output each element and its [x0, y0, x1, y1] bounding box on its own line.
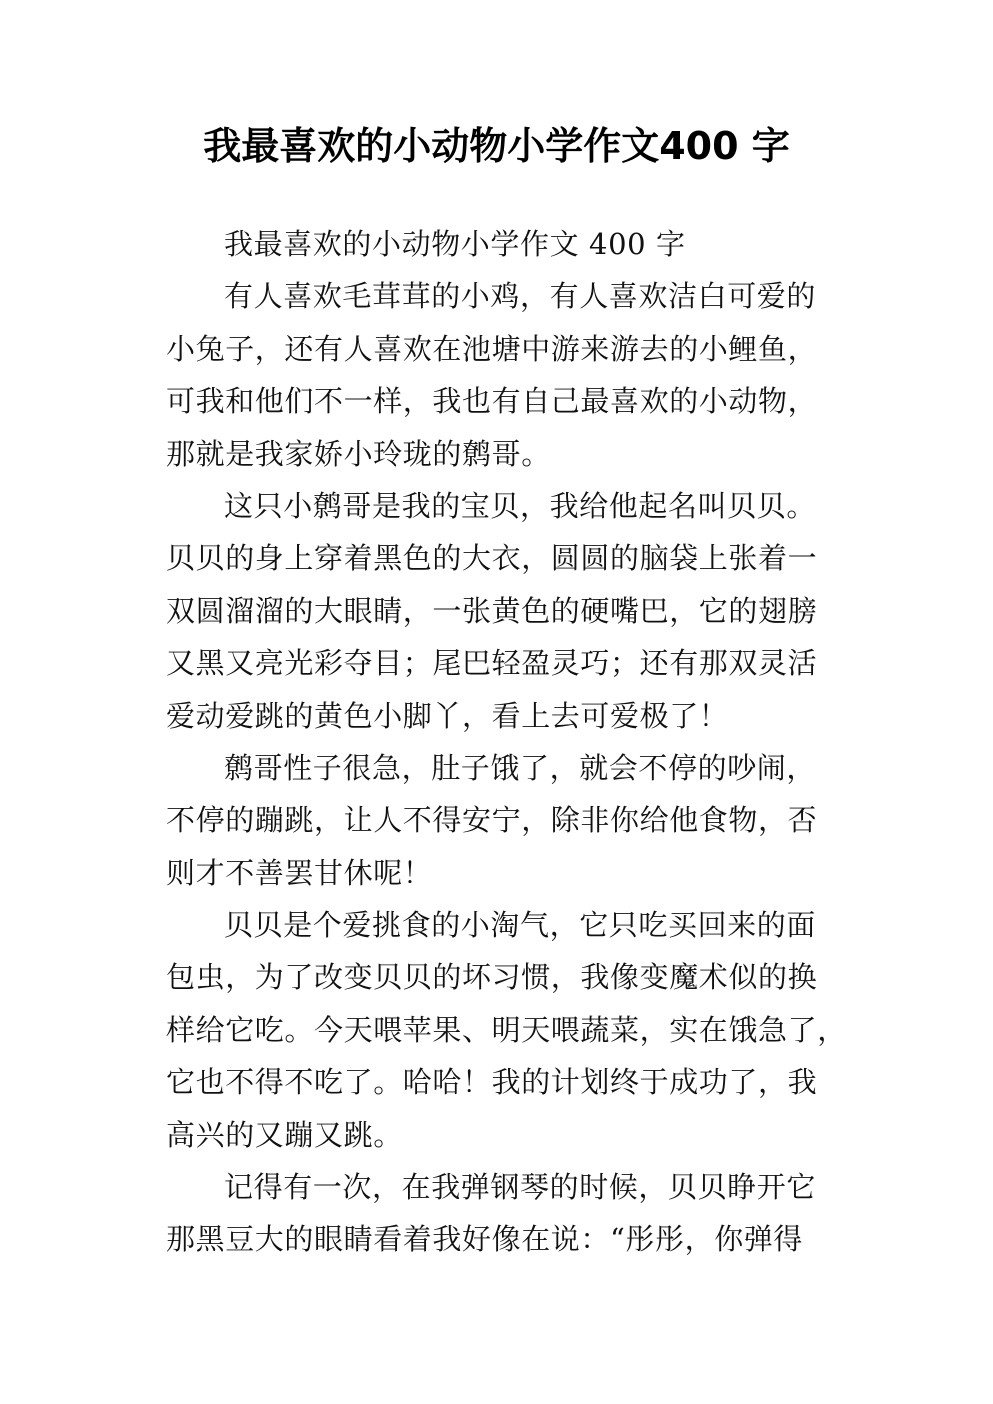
text-line: 又黑又亮光彩夺目；尾巴轻盈灵巧；还有那双灵活 — [166, 646, 818, 681]
text-line: 则才不善罢甘休呢！ — [166, 855, 433, 890]
text-line: 爱动爱跳的黄色小脚丫，看上去可爱极了！ — [166, 698, 729, 733]
text-line: 不停的蹦跳，让人不得安宁，除非你给他食物，否 — [166, 803, 818, 838]
text-line: 贝贝的身上穿着黑色的大衣，圆圆的脑袋上张着一 — [166, 541, 818, 576]
text-line: 有人喜欢毛茸茸的小鸡，有人喜欢洁白可爱的 — [224, 279, 817, 314]
text-line: 小兔子，还有人喜欢在池塘中游来游去的小鲤鱼， — [166, 331, 818, 366]
text-line: 双圆溜溜的大眼睛，一张黄色的硬嘴巴，它的翅膀 — [166, 593, 818, 628]
text-line: 高兴的又蹦又跳。 — [166, 1117, 403, 1152]
text-line: 记得有一次，在我弹钢琴的时候，贝贝睁开它 — [224, 1170, 817, 1205]
text-line: 那黑豆大的眼睛看着我好像在说：“彤彤，你弹得 — [166, 1222, 804, 1257]
text-line: 可我和他们不一样，我也有自己最喜欢的小动物， — [166, 384, 818, 419]
text-line: 这只小鹩哥是我的宝贝，我给他起名叫贝贝。 — [224, 488, 817, 523]
text-line: 包虫，为了改变贝贝的坏习惯，我像变魔术似的换 — [166, 960, 818, 995]
text-line: 它也不得不吃了。哈哈！我的计划终于成功了，我 — [166, 1065, 818, 1100]
text-line: 样给它吃。今天喂苹果、明天喂蔬菜，实在饿急了， — [166, 1012, 847, 1047]
text-line: 那就是我家娇小玲珑的鹩哥。 — [166, 436, 551, 471]
text-line: 鹩哥性子很急，肚子饿了，就会不停的吵闹， — [224, 750, 817, 785]
text-line: 我最喜欢的小动物小学作文 400 字 — [224, 227, 686, 261]
text-line: 贝贝是个爱挑食的小淘气，它只吃买回来的面 — [224, 908, 817, 943]
document-title: 我最喜欢的小动物小学作文400 字 — [203, 124, 790, 168]
document-body — [166, 218, 846, 1266]
